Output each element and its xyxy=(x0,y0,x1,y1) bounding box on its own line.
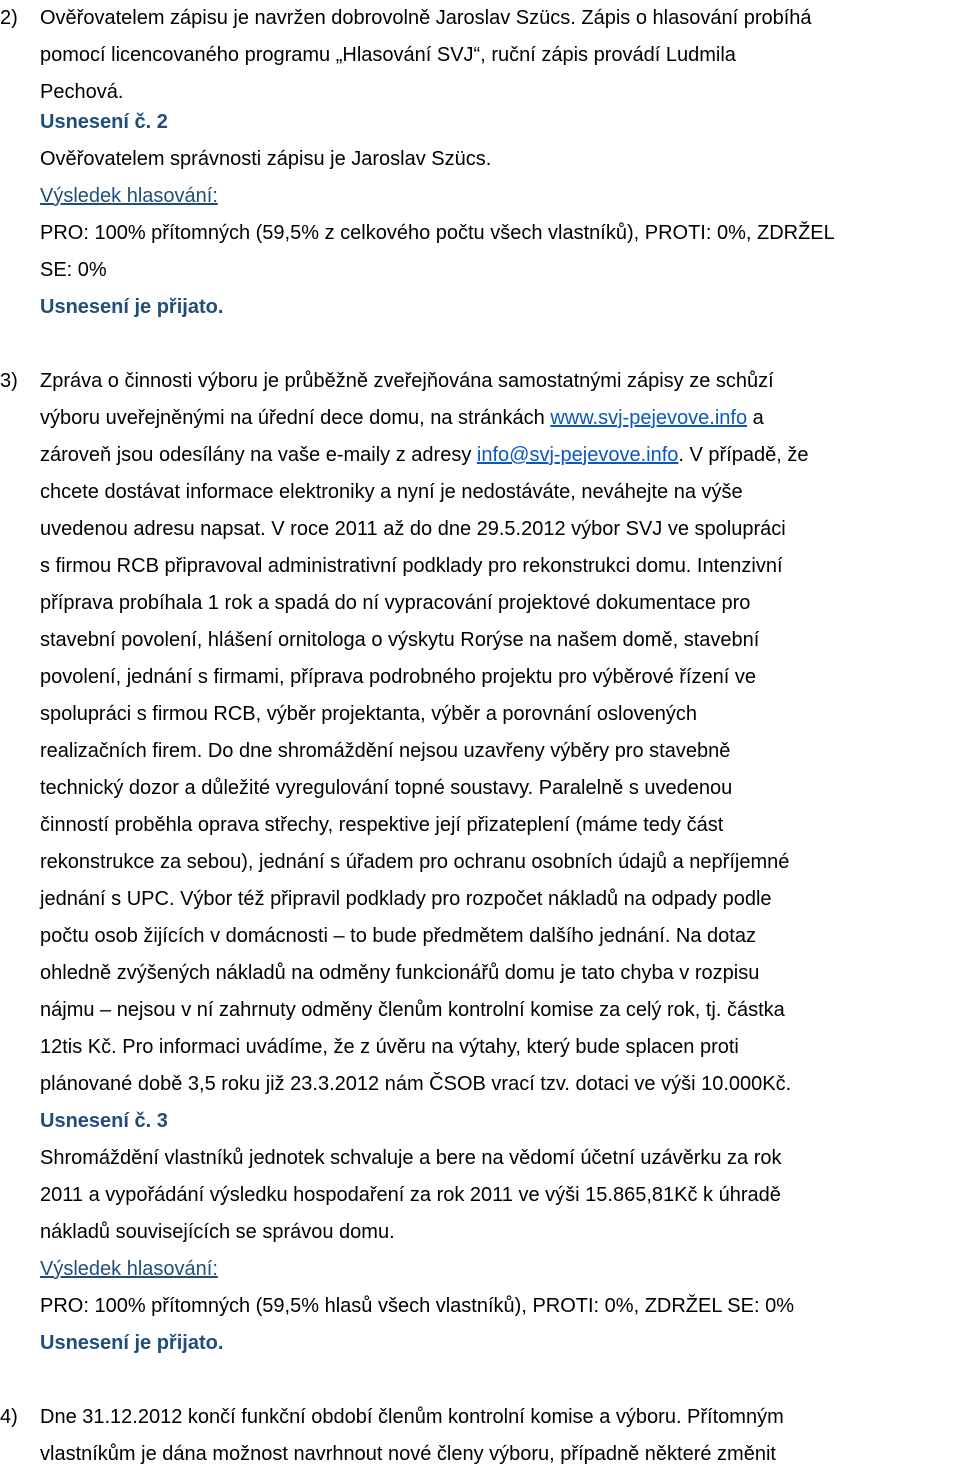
paragraph-line: chcete dostávat informace elektroniky a nyní je nedostáváte, neváhejte na výše xyxy=(40,481,743,503)
resolution-2-text: Ověřovatelem správnosti zápisu je Jaroslav Szücs. xyxy=(40,148,492,170)
resolution-3-title: Usnesení č. 3 xyxy=(40,1110,168,1132)
paragraph-line xyxy=(40,437,808,474)
vote-result-line-1: PRO: 100% přítomných (59,5% z celkového počtu všech vlastníků), PROTI: 0%, ZDRŽEL xyxy=(40,222,835,244)
paragraph-line: Dne 31.12.2012 končí funkční období členům kontrolní komise a výboru. Přítomným xyxy=(40,1406,784,1428)
paragraph-line: jednání s UPC. Výbor též připravil podklady pro rozpočet nákladů na odpady podle xyxy=(40,888,772,910)
paragraph-line: vlastníkům je dána možnost navrhnout nové členy výboru, případně některé změnit xyxy=(40,1443,776,1465)
paragraph-line: počtu osob žijících v domácnosti – to bude předmětem dalšího jednání. Na dotaz xyxy=(40,925,756,947)
paragraph-line: rekonstrukce za sebou), jednání s úřadem pro ochranu osobních údajů a nepříjemné xyxy=(40,851,790,873)
paragraph-line xyxy=(40,400,764,437)
email-link[interactable]: info@svj-pejevove.info xyxy=(476,444,679,466)
resolution-3-line-2: 2011 a vypořádání výsledku hospodaření za rok 2011 ve výši 15.865,81Kč k úhradě xyxy=(40,1184,781,1206)
vote-result: PRO: 100% přítomných (59,5% hlasů všech vlastníků), PROTI: 0%, ZDRŽEL SE: 0% xyxy=(40,1295,794,1317)
paragraph-text: zároveň jsou odesílány na vaše e-maily z adresy xyxy=(40,444,472,466)
item-2-intro-line-1: Ověřovatelem zápisu je navržen dobrovolně Jaroslav Szücs. Zápis o hlasování probíhá xyxy=(40,7,812,29)
paragraph-line: uvedenou adresu napsat. V roce 2011 až do dne 29.5.2012 výbor SVJ ve spolupráci xyxy=(40,518,786,540)
resolution-2-title: Usnesení č. 2 xyxy=(40,111,168,133)
paragraph-line: příprava probíhala 1 rok a spadá do ní vypracování projektové dokumentace pro xyxy=(40,592,751,614)
paragraph-line: ohledně zvýšených nákladů na odměny funkcionářů domu je tato chyba v rozpisu xyxy=(40,962,760,984)
paragraph-line: Zpráva o činnosti výboru je průběžně zveřejňována samostatnými zápisy ze schůzí xyxy=(40,370,774,392)
resolution-3-line-3: nákladů souvisejících se správou domu. xyxy=(40,1221,395,1243)
item-2-intro-line-2: pomocí licencovaného programu „Hlasování SVJ“, ruční zápis provádí Ludmila xyxy=(40,44,736,66)
paragraph-line: realizačních firem. Do dne shromáždění nejsou uzavřeny výběry pro stavebně xyxy=(40,740,731,762)
item-2-number: 2) xyxy=(0,7,18,29)
paragraph-line: technický dozor a důležité vyregulování topné soustavy. Paralelně s uvedenou xyxy=(40,777,733,799)
paragraph-text: . V případě, že xyxy=(678,444,809,466)
paragraph-line: činností proběhla oprava střechy, respektive její přizateplení (máme tedy část xyxy=(40,814,724,836)
paragraph-line: spolupráci s firmou RCB, výběr projektanta, výběr a porovnání oslovených xyxy=(40,703,697,725)
item-3-number: 3) xyxy=(0,370,18,392)
paragraph-line: s firmou RCB připravoval administrativní podklady pro rekonstrukci domu. Intenzivní xyxy=(40,555,783,577)
paragraph-text: výboru uveřejněnými na úřední dece domu, na stránkách xyxy=(40,407,545,429)
paragraph-line: stavební povolení, hlášení ornitologa o výskytu Rorýse na našem domě, stavební xyxy=(40,629,760,651)
resolution-accepted: Usnesení je přijato. xyxy=(40,1332,224,1354)
vote-result-line-2: SE: 0% xyxy=(40,259,107,281)
paragraph-text: a xyxy=(752,407,764,429)
resolution-3-line-1: Shromáždění vlastníků jednotek schvaluje a bere na vědomí účetní uzávěrku za rok xyxy=(40,1147,782,1169)
paragraph-line: povolení, jednání s firmami, příprava podrobného projektu pro výběrové řízení ve xyxy=(40,666,756,688)
website-link[interactable]: www.svj-pejevove.info xyxy=(550,407,748,429)
vote-label: Výsledek hlasování: xyxy=(40,185,218,207)
resolution-accepted: Usnesení je přijato. xyxy=(40,296,224,318)
vote-label: Výsledek hlasování: xyxy=(40,1258,218,1280)
paragraph-line: nájmu – nejsou v ní zahrnuty odměny členům kontrolní komise za celý rok, tj. částka xyxy=(40,999,785,1021)
item-2-intro-line-3: Pechová. xyxy=(40,81,124,103)
paragraph-line: 12tis Kč. Pro informaci uvádíme, že z úvěru na výtahy, který bude splacen proti xyxy=(40,1036,739,1058)
paragraph-line: plánované době 3,5 roku již 23.3.2012 nám ČSOB vrací tzv. dotaci ve výši 10.000Kč. xyxy=(40,1073,792,1095)
item-4-number: 4) xyxy=(0,1406,18,1428)
